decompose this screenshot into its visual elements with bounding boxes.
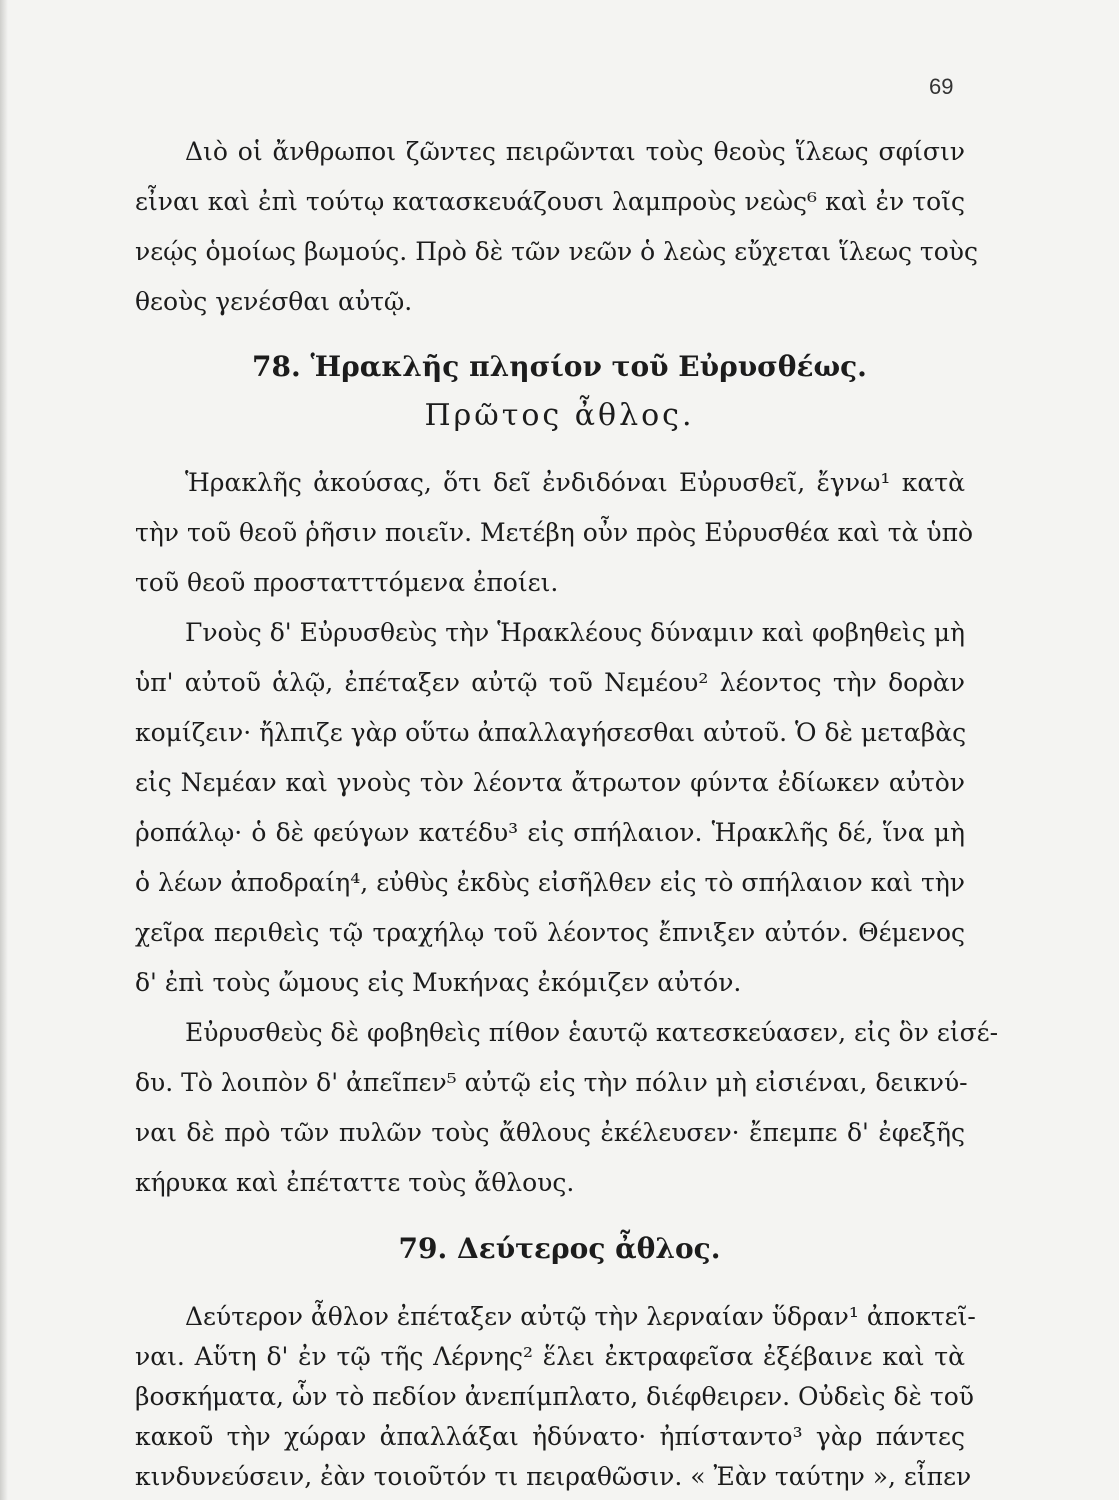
page-number: 69 — [929, 74, 954, 99]
text-line: ναι δὲ πρὸ τῶν πυλῶν τοὺς ἄθλους ἐκέλευσεν· ἔπεμπε δ' ἐφεξῆς — [135, 1118, 965, 1147]
text-line: κομίζειν· ἤλπιζε γὰρ οὕτω ἀπαλλαγήσεσθαι αὐτοῦ. Ὁ δὲ μεταβὰς — [135, 718, 967, 747]
text-line: κακοῦ τὴν χώραν ἀπαλλάξαι ἠδύνατο· ἠπίσταντο³ γὰρ πάντες — [135, 1422, 965, 1451]
text-line: Διὸ οἱ ἄνθρωποι ζῶντες πειρῶνται τοὺς θεοὺς ἵλεως σφίσιν — [185, 137, 965, 166]
text-line: ὑπ' αὐτοῦ ἁλῷ, ἐπέταξεν αὐτῷ τοῦ Νεμέου² λέοντος τὴν δορὰν — [135, 668, 965, 697]
text-line: χεῖρα περιθεὶς τῷ τραχήλῳ τοῦ λέοντος ἔπνιξεν αὐτόν. Θέμενος — [135, 918, 965, 947]
section-heading-78: 78. Ἡρακλῆς πλησίον τοῦ Εὐρυσθέως. — [252, 350, 867, 383]
page-edge — [0, 0, 8, 1500]
text-line: τοῦ θεοῦ προστατττόμενα ἐποίει. — [135, 568, 559, 597]
text-line: Εὐρυσθεὺς δὲ φοβηθεὶς πίθον ἑαυτῷ κατεσκεύασεν, εἰς ὃν εἰσέ- — [185, 1018, 999, 1047]
text-line: δυ. Τὸ λοιπὸν δ' ἀπεῖπεν⁵ αὐτῷ εἰς τὴν πόλιν μὴ εἰσιέναι, δεικνύ- — [135, 1068, 968, 1097]
text-line: τὴν τοῦ θεοῦ ῥῆσιν ποιεῖν. Μετέβη οὖν πρὸς Εὐρυσθέα καὶ τὰ ὑπὸ — [135, 518, 974, 547]
text-line: εἰς Νεμέαν καὶ γνοὺς τὸν λέοντα ἄτρωτον φύντα ἐδίωκεν αὐτὸν — [135, 768, 965, 797]
text-line: βοσκήματα, ὧν τὸ πεδίον ἀνεπίμπλατο, διέφθειρεν. Οὐδεὶς δὲ τοῦ — [135, 1382, 974, 1411]
text-line: νεῴς ὁμοίως βωμούς. Πρὸ δὲ τῶν νεῶν ὁ λεὼς εὔχεται ἵλεως τοὺς — [135, 237, 979, 266]
text-line: κινδυνεύσειν, ἐὰν τοιοῦτόν τι πειραθῶσιν. « Ἐὰν ταύτην », εἶπεν — [135, 1462, 972, 1491]
text-line: θεοὺς γενέσθαι αὐτῷ. — [135, 287, 413, 316]
text-line: κήρυκα καὶ ἐπέταττε τοὺς ἄθλους. — [135, 1168, 575, 1197]
text-line: ῥοπάλῳ· ὁ δὲ φεύγων κατέδυ³ εἰς σπήλαιον. Ἡρακλῆς δέ, ἵνα μὴ — [135, 818, 965, 847]
text-line: ὁ λέων ἀποδραίη⁴, εὐθὺς ἐκδὺς εἰσῆλθεν εἰς τὸ σπήλαιον καὶ τὴν — [135, 868, 965, 897]
text-line: Γνοὺς δ' Εὐρυσθεὺς τὴν Ἡρακλέους δύναμιν καὶ φοβηθεὶς μὴ — [185, 618, 965, 647]
text-line: εἶναι καὶ ἐπὶ τούτῳ κατασκευάζουσι λαμπροὺς νεὼς⁶ καὶ ἐν τοῖς — [135, 187, 965, 216]
text-line: δ' ἐπὶ τοὺς ὤμους εἰς Μυκήνας ἐκόμιζεν αὐτόν. — [135, 968, 742, 997]
text-line: ναι. Αὕτη δ' ἐν τῷ τῆς Λέρνης² ἕλει ἐκτραφεῖσα ἐξέβαινε καὶ τὰ — [135, 1342, 965, 1371]
text-line: Δεύτερον ἆθλον ἐπέταξεν αὐτῷ τὴν λερναίαν ὕδραν¹ ἀποκτεῖ- — [185, 1302, 976, 1331]
section-subheading-78: Πρῶτος ἆθλος. — [424, 398, 695, 433]
text-line: Ἡρακλῆς ἀκούσας, ὅτι δεῖ ἐνδιδόναι Εὐρυσθεῖ, ἔγνω¹ κατὰ — [185, 468, 965, 497]
section-heading-79: 79. Δεύτερος ἆθλος. — [398, 1232, 721, 1265]
